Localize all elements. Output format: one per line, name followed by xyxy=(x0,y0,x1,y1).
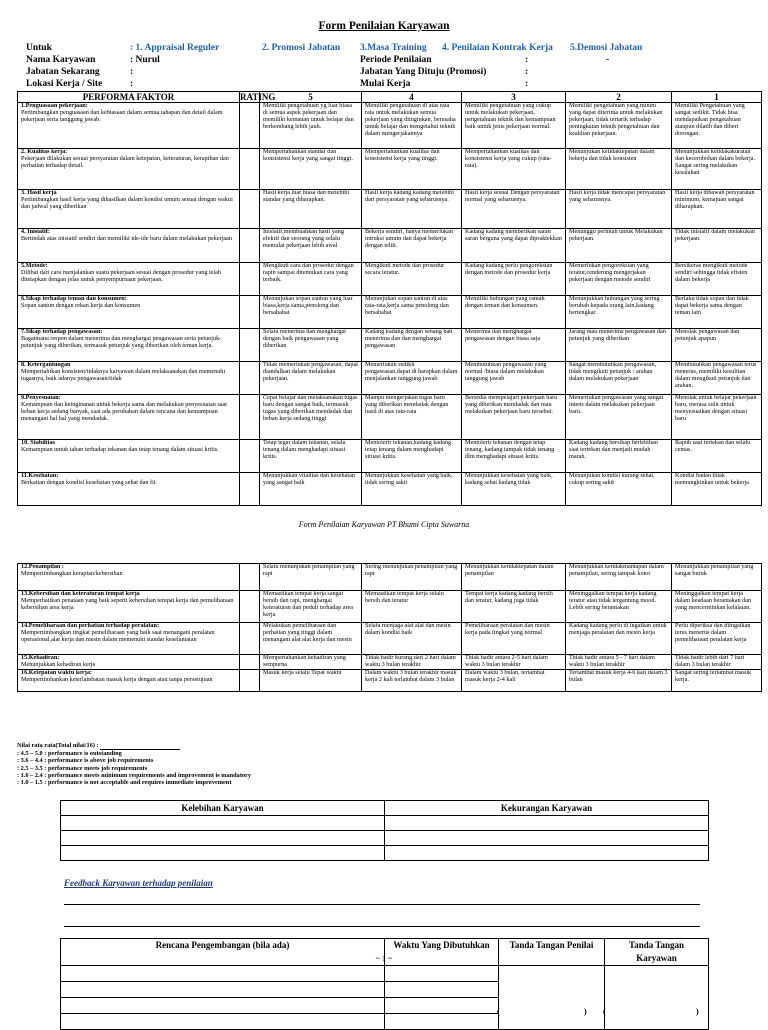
criteria-1-cell: Menunjukkan ketidakakuratan dan kecerobohan dalam bekerja. Sangat sering melakukan kesalahan xyxy=(672,149,762,190)
criteria-1-cell: Perlu diperiksa dan diingatkan terus menerus dalam pemeliharaan peralatan kerja xyxy=(672,623,762,655)
criteria-5-cell: Masuk kerja selalu Tepat waktu xyxy=(260,669,362,691)
faktor-description: Mempertahikan konsisten/tidaknya karyawan dalam melaksanakan dan memenuhi tugasnya, baik adanya pengawasan/tidak xyxy=(21,367,226,382)
criteria-1-cell: Berlaku tidak sopan dan tidak dapat bekerja sama dengan teman lain xyxy=(672,296,762,329)
rating-field[interactable] xyxy=(240,296,260,329)
criteria-2-cell: Meninggalkan tempat kerja kadang teratur atau tidak tergantung mood. Lebih sering berantakan xyxy=(566,591,672,623)
criteria-4-cell: Hasil kerja kadang kadang melebihi dari persyaratan yang seharusnya. xyxy=(362,190,462,229)
dituju-label: Jabatan Yang Dituju (Promosi) xyxy=(360,67,487,77)
average-score-label: Nilai rata rata(Total nilai/16) : xyxy=(17,742,180,750)
criteria-3-cell: Menunjukkan ketidaktepatan dalam penampilan xyxy=(462,564,566,591)
scale-item: : 3.6 – 4.4 : performance is above job requirements xyxy=(17,757,154,765)
table-row xyxy=(18,296,762,329)
criteria-5-cell: Menunjukan sopan santun yang luar biasa,kerja sama,penolong dan bersahabat xyxy=(260,296,362,329)
faktor-name: 13.Kebersihan dan keteraturan tempat kerja xyxy=(21,590,140,597)
mulai-label: Mulai Kerja xyxy=(360,79,411,89)
criteria-3-cell: Tempat kerja kadang kadang bersih dan teratur, kadang juga tidak xyxy=(462,591,566,623)
criteria-3-cell: Memiliki pengetahuan yang cukup untuk melakukan pekerjaan, pengetahuan teknik dan kemampuan baik untuk jenis pekerjaan normal. xyxy=(462,103,566,149)
option-kontrak[interactable]: 4. Penilaian Kontrak Kerja xyxy=(442,43,553,53)
table-row xyxy=(18,564,762,591)
rating-field[interactable] xyxy=(240,591,260,623)
criteria-1-cell: Tidak hadir lebih dari 7 hari dalam 3 bulan terakhir xyxy=(672,655,762,670)
criteria-4-cell: Menunjukkan kesehatan yang baik, tidak sering sakit xyxy=(362,473,462,506)
rating-field[interactable] xyxy=(240,473,260,506)
criteria-1-cell: Sangat sering terlambat masuk kerja. xyxy=(672,669,762,691)
criteria-4-cell: Mempertahankan kualitas dan konsistensi kerja yang tinggi. xyxy=(362,149,462,190)
faktor-cell xyxy=(18,623,240,655)
periode-value[interactable]: : xyxy=(525,55,529,65)
criteria-2-cell: Memiliki pengetahuan yang minim yang dapat diterima untuk melakukan pekerjaan, tidak tertarik terhadap peningkatan teknik pengetahuan dan keahlian pekerjaan. xyxy=(566,103,672,149)
table-row xyxy=(18,655,762,670)
criteria-5-cell: Cepat belajar dan melaksanakan tugas baru dengan sangat baik, termasuk tugas yang diberikan mendadak dan beban kerja sedang tinggi xyxy=(260,395,362,440)
criteria-5-cell: Inisiatif,membuahkan hasil yang efektif dan seorang yang selalu memulai pekerjaan lebih awal xyxy=(260,229,362,263)
weakness-field[interactable] xyxy=(385,846,709,861)
criteria-4-cell: Mampu mengerjakan tugas baru yang diberikan mendadak dengan hasil di atas rata-rata xyxy=(362,395,462,440)
time-field[interactable] xyxy=(385,982,499,998)
faktor-description: Berkaitan dengan kondisi kesehatan yang sehat dan fit xyxy=(21,478,156,486)
col-rating: RATING xyxy=(240,92,276,102)
faktor-name: 7.Sikap terhadap pengawasan: xyxy=(21,328,103,335)
criteria-4-cell: Selalu menjaga alat alat dan mesin dalam kondisi baik xyxy=(362,623,462,655)
option-appraisal[interactable]: : 1. Appraisal Reguler xyxy=(130,43,220,53)
criteria-5-cell: Memiliki pengetahuan yg luar biasa di semua aspek pekerjaan dan memiliki kemauan untuk belajar dan berkembang lebih jauh. xyxy=(260,103,362,149)
strength-field[interactable] xyxy=(61,831,385,846)
rating-field[interactable] xyxy=(240,149,260,190)
criteria-5-cell: Mempertahankan kehadiran yang sempurna xyxy=(260,655,362,670)
faktor-description: Menunjukkan kehadiran kerja xyxy=(21,660,96,668)
criteria-5-cell: Menunjukkan vitalitas dan kesehatan yang sangat baik xyxy=(260,473,362,506)
criteria-3-cell: Membutuhkan pengawasan yang normal /biasa dalam melakukan tanggung jawab xyxy=(462,362,566,395)
feedback-line[interactable] xyxy=(64,904,700,905)
table-row xyxy=(18,669,762,691)
rating-field[interactable] xyxy=(240,564,260,591)
faktor-name: 11.Kesehatan: xyxy=(21,472,59,479)
criteria-3-cell: Menerima dan menghargai pengawasan dengan biasa saja xyxy=(462,329,566,362)
development-plan-table xyxy=(60,938,709,1030)
faktor-name: 10. Stabilitas xyxy=(21,439,56,446)
criteria-1-cell: Bersikeras mengikuti metode sendiri sehingga tidak efisien dalam bekerja xyxy=(672,263,762,296)
faktor-description: Mempertimbangkan kerapian/kebersihan xyxy=(21,569,123,577)
faktor-cell xyxy=(18,149,240,190)
criteria-5-cell: Selalu menunjukan penampilan yang rapi xyxy=(260,564,362,591)
plan-field[interactable] xyxy=(61,982,385,998)
faktor-description: Sopan santun dengan rekan kerja dan konsumen xyxy=(21,301,141,309)
dash-text: - xyxy=(606,55,610,65)
feedback-line[interactable] xyxy=(64,926,700,927)
criteria-1-cell: Menolak pengawasan dan petunjuk apapun xyxy=(672,329,762,362)
form-title: Form Penilaian Karyawan xyxy=(318,20,450,32)
scale-item: : 1.0 – 1.5 : performance is not acceptable and requires immediate improvement xyxy=(17,779,232,787)
option-promosi[interactable]: 2. Promosi Jabatan xyxy=(262,43,341,53)
table-row xyxy=(18,440,762,473)
assessor-paren-close: ) xyxy=(584,1007,587,1016)
col-1: 1 xyxy=(672,92,762,103)
faktor-cell xyxy=(18,190,240,229)
criteria-3-cell: Memiliki hubungan yang ramah dengan teman dan konsumen. xyxy=(462,296,566,329)
criteria-5-cell: Selalu menerima dan menghargai dengan baik pengawasan yang diberikan xyxy=(260,329,362,362)
performance-table-page1 xyxy=(17,91,762,506)
dituju-value[interactable]: : xyxy=(525,67,529,77)
criteria-1-cell: Meninggalkan tempat kerja dalam keadaan berantakan dan yang mencerminkan kelalaian. xyxy=(672,591,762,623)
faktor-name: 14.Pemeliharaan dan perhatian terhadap peralatan: xyxy=(21,622,160,629)
col-3: 3 xyxy=(462,92,566,103)
table-row xyxy=(18,103,762,149)
plan-field[interactable] xyxy=(61,1014,385,1030)
faktor-cell xyxy=(18,263,240,296)
rating-field[interactable] xyxy=(240,263,260,296)
option-training[interactable]: 3.Masa Training xyxy=(360,43,427,53)
faktor-cell xyxy=(18,395,240,440)
table-row xyxy=(18,473,762,506)
lokasi-value[interactable]: : xyxy=(130,79,134,89)
time-field[interactable] xyxy=(385,998,499,1014)
rating-field[interactable] xyxy=(240,329,260,362)
criteria-2-cell: Memerlukan pengawasan yang sangat intens dalam melakukan pekerjaan baru. xyxy=(566,395,672,440)
faktor-cell xyxy=(18,564,240,591)
strength-field[interactable] xyxy=(61,816,385,831)
criteria-2-cell: Menunjukan ketidaktepatan dalam bekerja dan tidak konsisten xyxy=(566,149,672,190)
criteria-4-cell: Memiliki pengetahuan di atas rata rata untuk melakukan semua pekerjaan yang diinginkan, berusaha untuk belajar dan mengetahui teknik dalam mengerjakannya xyxy=(362,103,462,149)
page-number: ~ 1 ~ xyxy=(375,954,393,963)
faktor-name: 12.Penampilan : xyxy=(21,563,64,570)
criteria-4-cell: Tidak hadir kurang dari 2 hari dalam waktu 3 bulan terakhir xyxy=(362,655,462,670)
criteria-1-cell: Tidak inisiatif dalam melakukan pekerjaan. xyxy=(672,229,762,263)
faktor-description: Bagaimana respon dalam menerima dan menghargai pengawasan serta petunjuk-petunjuk yang diberikan, termasuk petunjuk yang diberikan oleh teman kerja. xyxy=(21,334,222,349)
faktor-cell xyxy=(18,440,240,473)
faktor-description: Kemampuan untuk tahan terhadap tekanan dan tetap tenang dalam situasi kritis. xyxy=(21,445,219,453)
faktor-description: Mempertimbankan keterlambatan masuk kerja dengan atau tanpa persetujuan xyxy=(21,675,213,683)
faktor-name: 16.Ketepatan waktu kerja: xyxy=(21,668,92,676)
nama-value[interactable]: : Nurul xyxy=(130,55,160,65)
assessor-sign-header: Tanda Tangan Penilai xyxy=(499,939,605,966)
strength-field[interactable] xyxy=(61,846,385,861)
criteria-2-cell: Hasil kerja tidak mencapai persyaratan yang seharusnya. xyxy=(566,190,672,229)
strengths-label: Kelebihan Karyawan xyxy=(61,801,385,816)
col-faktor: PERFORMA FAKTOR xyxy=(18,92,240,103)
employee-paren-open: ( xyxy=(603,1007,606,1016)
scale-item: : 2.5 – 3.5 : performance meets job requirements xyxy=(17,764,148,772)
criteria-3-cell: Pemeliharaan peralatan dan mesin kerja pada tingkat yang normal xyxy=(462,623,566,655)
col-2: 2 xyxy=(566,92,672,103)
faktor-description: Mempertimbangkan tingkat pemeliharaan yang baik saat menangani peralatan operasional,alat kerja dan mesin dalam memenuhi standar keselamatan xyxy=(21,628,215,643)
faktor-name: 3. Hasil kerja xyxy=(21,189,57,196)
criteria-4-cell: Memastikan tempat kerja selalu bersih dan teratur xyxy=(362,591,462,623)
criteria-2-cell: Menunggu perintah untuk Melakukan pekerjaan. xyxy=(566,229,672,263)
criteria-1-cell: Hasil kerja dibawah persyaratan minimum, kemajuan sangat diharapkan. xyxy=(672,190,762,229)
faktor-cell xyxy=(18,669,240,691)
faktor-description: Pekerjaan dilakukan sesuai persyaratan dalam ketepatan, keteraturan, kerapihan dan perhatian terhadap detail. xyxy=(21,154,229,169)
criteria-1-cell: Memiliki Pengetahuan yang sangat sedikit. Tidak bisa mendapatkan pengetahuan ataupun dilatih dan diberi dorongan. xyxy=(672,103,762,149)
criteria-5-cell: Mempertahankan standar dan konsistensi kerja yang sangat tinggi. xyxy=(260,149,362,190)
faktor-cell xyxy=(18,103,240,149)
weaknesses-label: Kekurangan Karyawan xyxy=(385,801,709,816)
rating-field[interactable] xyxy=(240,669,260,691)
table-row xyxy=(18,362,762,395)
jabatan-label: Jabatan Sekarang xyxy=(26,67,100,77)
faktor-description: Dilihat dari cara menjalankan suatu pekerjaan sesuai dengan prosedur yang telah ditetapkan dengan jelas untuk penyempurnaan pekerjaan. xyxy=(21,268,221,283)
assessor-paren-open: ( xyxy=(497,1007,500,1016)
faktor-cell xyxy=(18,329,240,362)
rating-field[interactable] xyxy=(240,623,260,655)
table-row xyxy=(18,229,762,263)
criteria-3-cell: Kadang kadang perlu pengoreksian dengan metode dan prosedur kerja xyxy=(462,263,566,296)
criteria-4-cell: Mengikuti metode dan prosedur secara teratur. xyxy=(362,263,462,296)
criteria-3-cell: Menunjukkan kesehatan yang baik, kadang sehat kadang tidak xyxy=(462,473,566,506)
faktor-cell xyxy=(18,473,240,506)
criteria-3-cell: Hasil kerja sesuai Dengan persyaratan normal yang seharusnya. xyxy=(462,190,566,229)
criteria-2-cell: Kadang kadang bersikap berlebihan saat tertekan dan menjadi mudah marah. xyxy=(566,440,672,473)
criteria-5-cell: Hasil kerja luar biasa dan melebihi standar yang diharapkan. xyxy=(260,190,362,229)
criteria-4-cell: Bekerja sendiri, hanya memerlukan intruksi umum dan dapat bekerja dengan teliti. xyxy=(362,229,462,263)
rating-field[interactable] xyxy=(240,655,260,670)
col-5: 5 xyxy=(260,92,362,103)
rating-field[interactable] xyxy=(240,190,260,229)
time-header: Waktu Yang Dibutuhkan xyxy=(385,939,499,966)
feedback-label: Feedback Karyawan terhadap penilaian xyxy=(64,878,213,888)
criteria-4-cell: Kadang kadang dengan senang hati menerima dan dan menghargai pengawasan xyxy=(362,329,462,362)
plan-header: Rencana Pengembangan (bila ada) xyxy=(61,939,385,966)
lokasi-label: Lokasi Kerja / Site xyxy=(26,79,103,89)
faktor-description: Bertindak atas inisiatif sendiri dan memiliki ide-ide baru dalam melakukan pekerjaan xyxy=(21,234,232,242)
untuk-label: Untuk xyxy=(26,43,52,53)
table-row xyxy=(18,263,762,296)
criteria-2-cell: Menunjukkan hubungan yang sering berubah kepada orang lain,kadang bertengkar. xyxy=(566,296,672,329)
jabatan-value[interactable]: : xyxy=(130,67,134,77)
time-field[interactable] xyxy=(385,1014,499,1030)
faktor-description: Kemampuan dan keinginanan untuk bekerja sama dan melakukan penyesuaian saat beban kerja sedang banyak, saat ada perubahan dalam rencana dan kemampuan menangani hal hal yang mendadak. xyxy=(21,400,228,422)
criteria-1-cell: Menolak untuk belajar pekerjaan baru, merasa sulit untuk menyesuaikan dengan situasi baru xyxy=(672,395,762,440)
nama-label: Nama Karyawan xyxy=(26,55,96,65)
periode-label: Periode Penilaian xyxy=(360,55,432,65)
faktor-cell xyxy=(18,229,240,263)
criteria-5-cell: Mengikuti cara dan prosedur dengan rapin sampai ditemukan cara yang terbaik. xyxy=(260,263,362,296)
page-footer: Form Penilaian Karyawan PT Bhumi Cipta Suwarna xyxy=(298,520,470,529)
mulai-value[interactable]: : xyxy=(525,79,529,89)
criteria-2-cell: Menunjukan kondisi kurang sehat, cukup sering sakit xyxy=(566,473,672,506)
employee-sign-field[interactable] xyxy=(605,966,709,1030)
col-4: 4 xyxy=(362,92,462,103)
criteria-3-cell: Kadang kadang memberikan saran saran berguna yang dapat dipraktekkan xyxy=(462,229,566,263)
criteria-1-cell: Rapuh saat tertekan dan selalu cemas. xyxy=(672,440,762,473)
scale-list xyxy=(17,750,251,786)
criteria-2-cell: Terlambat masuk kerja 4-6 kali dalam 3 bulan xyxy=(566,669,672,691)
table-row xyxy=(18,591,762,623)
faktor-name: 6.Sikap terhadap teman dan konsumen: xyxy=(21,295,127,302)
criteria-2-cell: Menunjukkan ketidakmantapan dalam penampilan, sering tampak kotor xyxy=(566,564,672,591)
criteria-1-cell: Membutuhkan pengawasan terus menerus, memiliki kesulitan dalam mengikuti petunjuk dan arahan. xyxy=(672,362,762,395)
faktor-description: Pertimbangkan penguasaan dan kebiasaan dalam semua tahapan dan detail dalam pekerjaan serta tanggung jawab. xyxy=(21,108,223,123)
performance-table-page2 xyxy=(17,563,762,692)
criteria-3-cell: Mentolerir tekanan dengan tetap tenang, kadang tampak tidak tenang dlm menghadapi situasi kritis. xyxy=(462,440,566,473)
faktor-cell xyxy=(18,655,240,670)
scale-item: : 1.6 – 2.4 : performance meets minimum requirements and improvement is mandatory xyxy=(17,771,252,779)
criteria-2-cell: Memerlukan pengoreksian yang teratur,cenderung mengerjakan pekerjaan dengan metode sendiri xyxy=(566,263,672,296)
faktor-name: 8. Ketergantungan xyxy=(21,361,71,368)
criteria-4-cell: Menunjukan sopan santun di atas rata-rata,kerja sama penolong dan bersahabat xyxy=(362,296,462,329)
criteria-2-cell: Tidak hadir antara 5 - 7 hari dalam waktu 3 bulan terakhir xyxy=(566,655,672,670)
faktor-cell xyxy=(18,591,240,623)
faktor-name: 2. Kualitas kerja: xyxy=(21,148,68,155)
criteria-5-cell: Memastikan tempat kerja sangat bersih dan rapi, menghargai keteraturan dan peduli terhadap area kerja xyxy=(260,591,362,623)
table-row xyxy=(18,329,762,362)
faktor-name: 1.Penguasaan pekerjaan: xyxy=(21,102,88,109)
rating-field[interactable] xyxy=(240,440,260,473)
faktor-description: Memperhatikan penataan yang baik seperti kebersihan tempat kerja dan pemeliharaan kebersihan area kerja xyxy=(21,596,234,611)
rating-field[interactable] xyxy=(240,103,260,149)
faktor-name: 4. Inisiatif: xyxy=(21,228,50,235)
criteria-2-cell: Sangat membutuhkan pengawasan, tidak mengikuti petunjuk / arahan dalam melakukan pekerjaan xyxy=(566,362,672,395)
criteria-5-cell: Tetap tegar dalam tekanan, selalu tenang dalam menghadapi situasi kritis. xyxy=(260,440,362,473)
faktor-cell xyxy=(18,362,240,395)
criteria-2-cell: Jarang mau menerima pengawasan dan petunjuk yang diberikan xyxy=(566,329,672,362)
rating-field[interactable] xyxy=(240,362,260,395)
assessor-sign-field[interactable] xyxy=(499,966,605,1030)
faktor-cell xyxy=(18,296,240,329)
faktor-name: 15.Kehadiran: xyxy=(21,654,60,661)
employee-sign-header: Tanda Tangan Karyawan xyxy=(605,939,709,966)
plan-field[interactable] xyxy=(61,966,385,982)
weakness-field[interactable] xyxy=(385,831,709,846)
criteria-4-cell: Dalam waktu 3 bulan terakhir masuk kerja 2 kali terlambat dalam 3 bulan xyxy=(362,669,462,691)
employee-paren-close: ) xyxy=(696,1007,699,1016)
criteria-1-cell: Kondisi badan tidak memungkinkan untuk bekerja xyxy=(672,473,762,506)
time-field[interactable] xyxy=(385,966,499,982)
scale-item: : 4.5 – 5.0 : performance is outstanding xyxy=(17,750,122,757)
criteria-3-cell: Bersedia mempelajari pekerjaan baru yang diberikan mendadak dan mau melakukan pekerjaan baru tersebut. xyxy=(462,395,566,440)
weakness-field[interactable] xyxy=(385,816,709,831)
faktor-description: Pertimbangkan hasil kerja yang dihasilkan dalam kondisi umum sesuai dengan waktu dan jadwal yang diberikan xyxy=(21,195,233,210)
table-row xyxy=(18,190,762,229)
criteria-4-cell: Memerlukan sedikit pengawasan,dapat di harapkan dalam menjalankan tanggung jawab xyxy=(362,362,462,395)
rating-field[interactable] xyxy=(240,395,260,440)
criteria-3-cell: Dalam waktu 3 bulan, terlambat masuk kerja 2-4 kali xyxy=(462,669,566,691)
faktor-name: 9.Penyesuaian: xyxy=(21,394,61,401)
rating-field[interactable] xyxy=(240,229,260,263)
option-demosi[interactable]: 5.Demosi Jabatan xyxy=(570,43,643,53)
table-row xyxy=(18,395,762,440)
faktor-name: 5.Metode: xyxy=(21,262,48,269)
criteria-3-cell: Tidak hadir antara 2-5 hari dalam waktu 3 bulan terakhir xyxy=(462,655,566,670)
criteria-4-cell: Sering menunjukan penampilan yang rapi xyxy=(362,564,462,591)
plan-field[interactable] xyxy=(61,998,385,1014)
criteria-5-cell: Tidak memerlukan pengawasan, dapat diandalkan dalam melakukan pekerjaan. xyxy=(260,362,362,395)
criteria-4-cell: Mentolerir tekanan,kadang kadang tetap tenang dalam menghadapi situasi kritis. xyxy=(362,440,462,473)
criteria-3-cell: Mempertahankan kualitas dan konsistensi kerja yang cukup (rata-rata). xyxy=(462,149,566,190)
criteria-2-cell: Kadang kadang perlu di ingatkan untuk menjaga peralatan dan mesin kerja xyxy=(566,623,672,655)
table-row xyxy=(18,623,762,655)
criteria-5-cell: Melakukan pemeliharaan dan perhatian yang tinggi dalam menangani alat alat kerja dan mesin xyxy=(260,623,362,655)
table-row xyxy=(18,149,762,190)
criteria-1-cell: Menunjukkan penampilan yang sangat buruk xyxy=(672,564,762,591)
strengths-weaknesses-table xyxy=(60,800,709,861)
